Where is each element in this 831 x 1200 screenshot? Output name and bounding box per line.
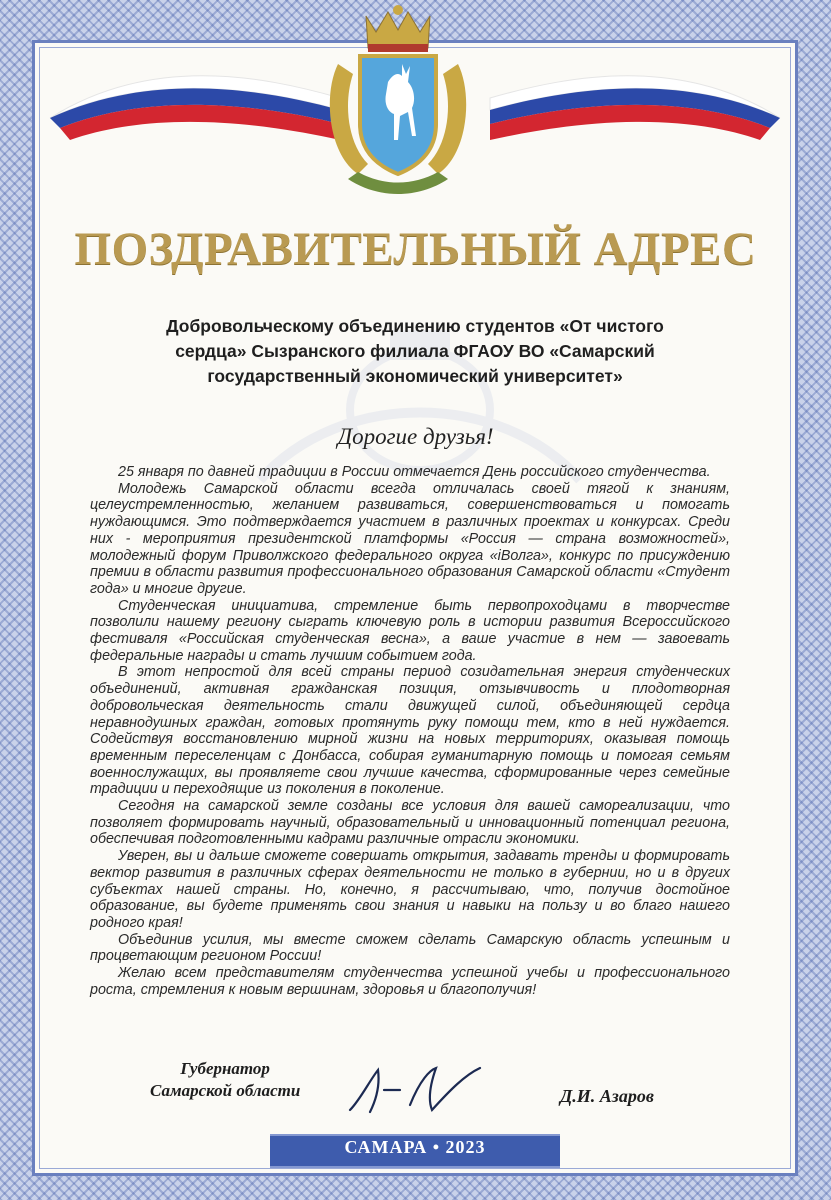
letter-body <box>90 464 730 999</box>
recipient-line: Добровольческому объединению студентов «От чистого <box>166 316 664 336</box>
samara-coat-of-arms-icon <box>318 4 478 204</box>
paragraph: В этот непростой для всей страны период созидательная энергия студенческих объединений, активная гражданская позиция, отзывчивость и плодотворная добровольческая деятельность стали движущей силой, объединяющей сердца неравнодушных граждан, готовых протянуть руку помощи тем, кто в ней нуждается. Содействуя восстановлению мирной жизни на новых территориях, оказывая помощь временным переселенцам с Донбасса, собирая гуманитарную помощь и помогая семьям военнослужащих, вы проявляете свои лучшие качества, сформированные через семейные традиции и переходящие из поколения в поколение. <box>90 664 730 798</box>
document-title: ПОЗДРАВИТЕЛЬНЫЙ АДРЕС <box>74 223 757 275</box>
recipient-line: сердца» Сызранского филиала ФГАОУ ВО «Самарский <box>175 341 655 361</box>
recipient-line: государственный экономический университет» <box>207 366 623 386</box>
paragraph: Сегодня на самарской земле созданы все условия для вашей самореализации, что позволяет формировать научный, образовательный и инновационный потенциал региона, обеспечивая подготовленными кадрами различные отрасли экономики. <box>90 798 730 848</box>
handwritten-signature-icon <box>340 1060 490 1120</box>
paragraph: Молодежь Самарской области всегда отличалась своей тягой к знаниям, целеустремленностью, желанием развиваться, совершенствоваться и помогать нуждающимся. Это подтверждается участием в различных проектах и конкурсах. Среди них - мероприятия президентской платформы «Россия — страна возможностей», молодежный форум Приволжского федерального округа «iВолга», конкурс по присуждению премии в области развития профессионального образования Самарской области «Студент года» и многие другие. <box>90 480 730 597</box>
paragraph: Желаю всем представителям студенчества успешной учебы и профессионального роста, стремления к новым вершинам, здоровья и благополучия! <box>90 965 730 998</box>
paragraph: 25 января по давней традиции в России отмечается День российского студенчества. <box>118 464 711 480</box>
paragraph: Студенческая инициатива, стремление быть первопроходцами в творчестве позволили нашему региону сыграть ключевую роль в истории развития Всероссийского фестиваля «Российская студенческая весна», а ваше участие в нем — завоевать федеральные награды и стать лучшим событием года. <box>90 597 730 664</box>
signatory-position-line: Самарской области <box>150 1081 301 1100</box>
signatory-name: Д.И. Азаров <box>560 1086 654 1106</box>
paragraph: Объединив усилия, мы вместе сможем сделать Самарскую область успешным и процветающим регионом России! <box>90 931 730 965</box>
recipient-block <box>120 314 710 389</box>
greeting: Дорогие друзья! <box>337 424 494 449</box>
paragraph: Уверен, вы и дальше сможете совершать открытия, задавать тренды и формировать вектор развития в различных сферах деятельности не только в губернии, но и в других субъектах нашей страны. Но, конечно, я рассчитываю, что, получив достойное образование, вы будете применять свои знания и навыки на пользу и во благо нашего родного края! <box>90 848 730 931</box>
signatory-position-line: Губернатор <box>180 1059 270 1078</box>
footer-city-year: САМАРА • 2023 <box>344 1137 486 1157</box>
signatory-position <box>150 1058 300 1102</box>
